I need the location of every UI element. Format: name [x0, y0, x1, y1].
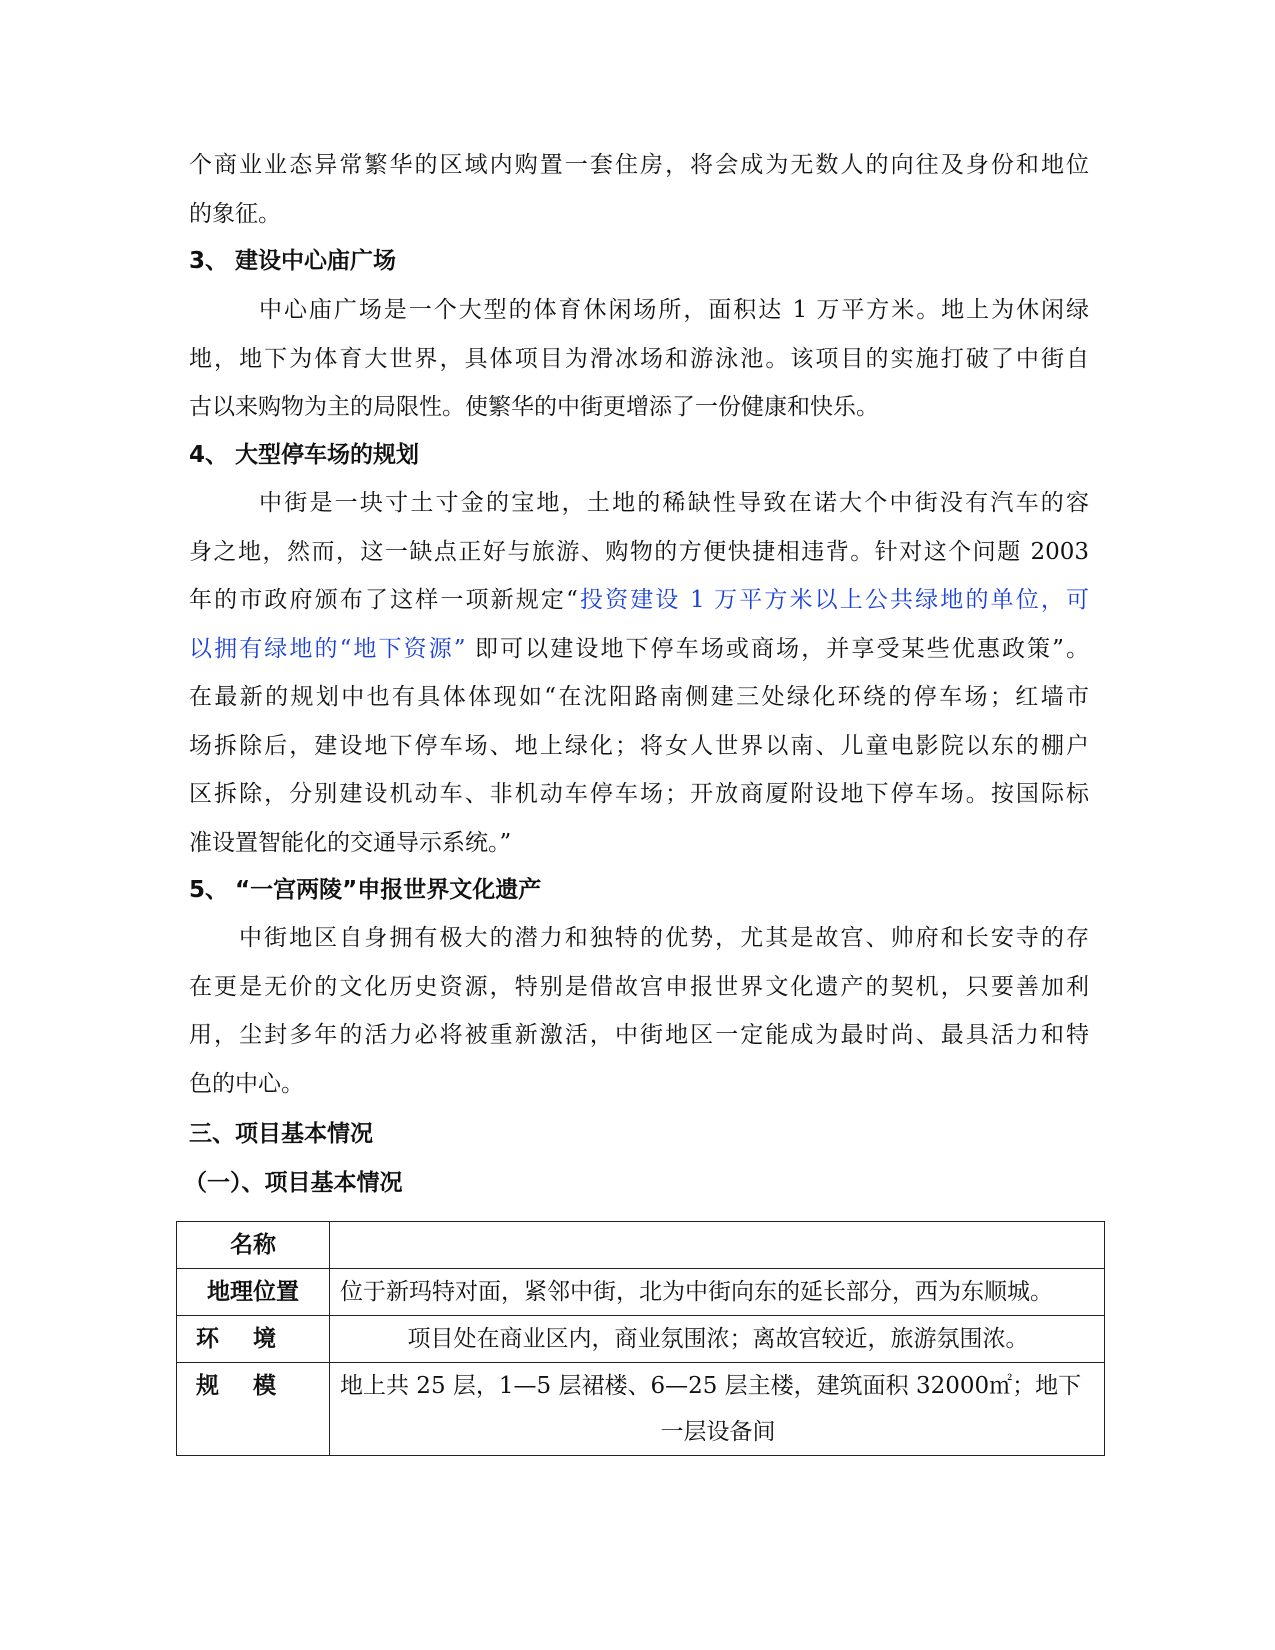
heading-number: 5、 [189, 877, 229, 903]
text-line [189, 576, 1089, 625]
heading-text: “一宫两陵”申报世界文化遗产 [235, 877, 542, 903]
heading-number: 3、 [189, 248, 229, 274]
table-label-cell: 地理位置 [177, 1269, 330, 1316]
paragraph-parking [189, 479, 1089, 867]
text-line: 个商业业态异常繁华的区域内购置一套住房，将会成为无数人的向往及身份和地位 [189, 152, 1089, 178]
paragraph-heritage [189, 914, 1089, 1108]
paragraph-intro [189, 141, 1089, 238]
text-line: 在最新的规划中也有具体体现如“在沈阳路南侧建三处绿化环绕的停车场；红墙市 [189, 684, 1089, 710]
text-line: 地，地下为体育大世界，具体项目为滑冰场和游泳池。该项目的实施打破了中街自 [189, 345, 1089, 372]
text-run: 即可以建设地下停车场或商场，并享受某些优惠政策”。 [465, 635, 1089, 662]
table-value-cell: 项目处在商业区内，商业氛围浓；离故宫较近，旅游氛围浓。 [330, 1316, 1105, 1363]
text-line: 用，尘封多年的活力必将被重新激活，中街地区一定能成为最时尚、最具活力和特 [189, 1022, 1089, 1048]
text-line: 色的中心。 [189, 1070, 304, 1097]
text-line: 场拆除后，建设地下停车场、地上绿化；将女人世界以南、儿童电影院以东的棚户 [189, 732, 1089, 759]
section-heading: 三、项目基本情况 [189, 1121, 373, 1147]
table-value-cell [330, 1222, 1105, 1269]
heading-number: 4、 [189, 442, 229, 468]
highlighted-quote: 以拥有绿地的“地下资源” [189, 635, 466, 662]
text-line: 身之地，然而，这一缺点正好与旅游、购物的方便快捷相违背。针对这个问题 2003 [189, 538, 1089, 565]
text-line: 中街是一块寸土寸金的宝地，土地的稀缺性导致在诺大个中街没有汽车的容 [259, 490, 1089, 516]
text-line: 区拆除，分别建设机动车、非机动车停车场；开放商厦附设地下停车场。按国际标 [189, 781, 1089, 807]
table-row [177, 1222, 1105, 1269]
subsection-heading: （一）、项目基本情况 [184, 1170, 403, 1196]
text-line [189, 625, 1089, 674]
table-label-cell: 名称 [177, 1222, 330, 1269]
text-line: 在更是无价的文化历史资源，特别是借故宫申报世界文化遗产的契机，只要善加利 [189, 973, 1089, 1000]
text-line: 古以来购物为主的局限性。使繁华的中街更增添了一份健康和快乐。 [189, 394, 879, 420]
text-line: 中街地区自身拥有极大的潜力和独特的优势，尤其是故宫、帅府和长安寺的存 [239, 925, 1089, 951]
heading-5 [189, 866, 541, 914]
table-label-cell: 环境 [177, 1316, 330, 1363]
text-run: 年的市政府颁布了这样一项新规定“ [189, 587, 578, 613]
table-label-cell: 规模 [177, 1363, 330, 1456]
heading-3 [189, 237, 396, 285]
heading-4 [189, 431, 419, 479]
heading-text: 建设中心庙广场 [235, 248, 396, 274]
table-row [177, 1316, 1105, 1363]
table-value-cell: 地上共 25 层，1—5 层裙楼、6—25 层主楼，建筑面积 32000㎡；地下 一层设备间 [330, 1363, 1105, 1456]
table-row [177, 1363, 1105, 1456]
table-row [177, 1269, 1105, 1316]
highlighted-quote: 投资建设 1 万平方米以上公共绿地的单位，可 [577, 587, 1089, 613]
project-info-table [176, 1221, 1105, 1456]
text-line: 的象征。 [189, 200, 281, 227]
text-line: 准设置智能化的交通导示系统。” [189, 829, 512, 856]
paragraph-plaza [189, 286, 1089, 432]
heading-text: 大型停车场的规划 [235, 442, 419, 468]
text-line: 中心庙广场是一个大型的体育休闲场所，面积达 1 万平方米。地上为休闲绿 [259, 297, 1089, 323]
table-value-cell: 位于新玛特对面，紧邻中街，北为中街向东的延长部分，西为东顺城。 [330, 1269, 1105, 1316]
